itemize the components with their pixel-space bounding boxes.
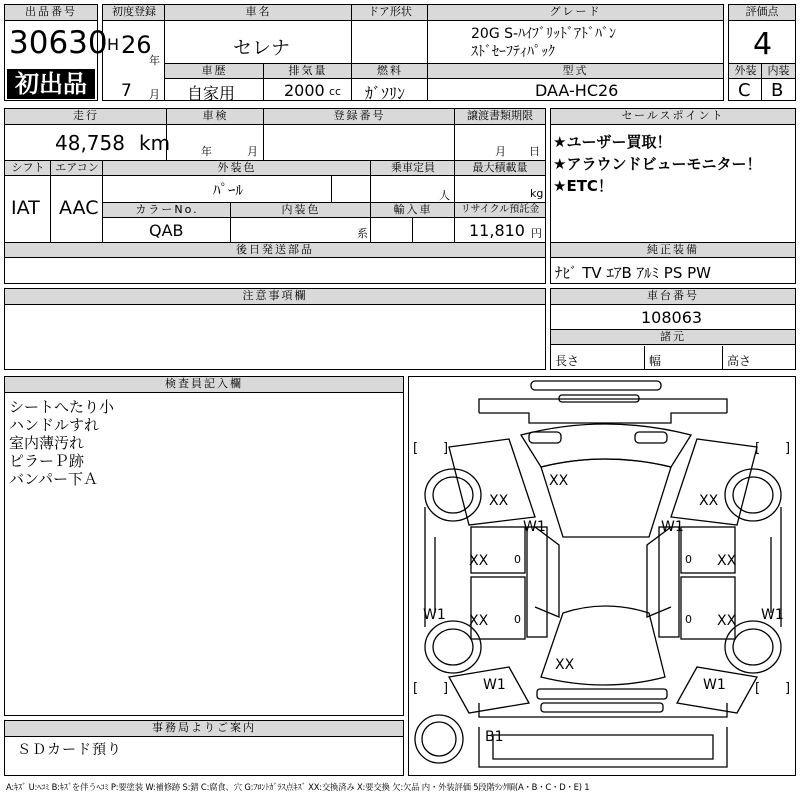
bracket-left-bottom: [	[413, 681, 419, 696]
door-type-header: ドア形状	[352, 5, 428, 21]
mark-right-front-corner: W1	[703, 677, 726, 693]
first-reg-header: 初度登録	[103, 5, 165, 21]
chassis-number: 108063	[641, 308, 703, 327]
transfer-month-unit: 月	[495, 145, 506, 158]
bracket-right-bottom: [	[755, 681, 761, 696]
mark-front-bumper: B1	[485, 729, 504, 745]
office-header: 事務局よりご案内	[5, 721, 403, 737]
sales-point-2: ★アラウンドビューモニター！	[553, 155, 762, 173]
legend: A:ｷｽﾞ U:ﾍｺﾐ B:ｷｽﾞを伴うﾍｺﾐ P:要塗装 W:補修跡 S:錆 C:腐食、穴 G:ﾌﾛﾝﾄｶﾞﾗｽ点ｷｽﾞ XX:交換済み X:要交換 欠:欠品 内・外装評価 5段階ﾗﾝｸ順(A・B・C・D・E) 1	[6, 782, 590, 792]
mark-left-front-handle: 0	[514, 553, 521, 566]
mark-right-sill: W1	[761, 607, 784, 623]
mark-left-rear-handle: 0	[514, 613, 521, 626]
capacity-header: 乗車定員	[371, 160, 455, 176]
sales-point-3: ★ETC！	[553, 177, 613, 195]
inspector-note-2: ハンドルすれ	[9, 416, 100, 434]
inspector-note-1: シートへたり小	[9, 398, 115, 416]
mark-left-pillar: W1	[523, 519, 546, 535]
lot-box	[4, 4, 108, 101]
capacity-unit: 人	[439, 189, 450, 202]
history: 自家用	[187, 84, 236, 103]
fuel: ｶﾞｿﾘﾝ	[365, 84, 406, 103]
recycle-header: リサイクル預託金	[455, 202, 545, 218]
bracket-left-top-close: ]	[443, 441, 449, 456]
ext-color: ﾊﾟｰﾙ	[213, 181, 244, 199]
dimensions-header: 諸元	[551, 329, 795, 345]
max-load-unit: kg	[530, 187, 544, 200]
inspection-month-unit: 月	[247, 145, 258, 158]
inspector-note-4: ピラーＰ跡	[9, 452, 85, 470]
mark-roof: XX	[549, 473, 569, 489]
history-header: 車歴	[165, 63, 264, 79]
lot-number: 30630	[9, 25, 108, 61]
sales-points-header: セールスポイント	[551, 109, 795, 125]
import-header: 輸入車	[371, 202, 455, 218]
plate-header: 登録番号	[264, 109, 455, 125]
inspector-note-3: 室内薄汚れ	[9, 434, 85, 452]
car-name: セレナ	[233, 37, 291, 59]
mark-right-rear-handle: 0	[685, 613, 692, 626]
ext-color-header: 外装色	[103, 160, 371, 176]
inspection-year-unit: 年	[201, 145, 212, 158]
car-diagram	[408, 376, 796, 776]
aircon-header: エアコン	[51, 160, 103, 176]
mark-front-left-fender: XX	[489, 493, 509, 509]
mark-right-pillar: W1	[661, 519, 684, 535]
car-name-header: 車名	[165, 5, 352, 21]
vehicle-info-box	[102, 4, 724, 101]
mark-left-front-corner: W1	[483, 677, 506, 693]
equipment-header: 純正装備	[551, 242, 795, 258]
car-outline-diagram	[409, 377, 796, 776]
bracket-right-top: [	[755, 441, 761, 456]
model: DAA-HC26	[535, 81, 619, 100]
bracket-left-bottom-close: ]	[443, 681, 449, 696]
int-color-header: 内装色	[231, 202, 371, 218]
displacement-header: 排気量	[264, 63, 352, 79]
mark-left-sill: W1	[423, 607, 446, 623]
displacement-unit: cc	[329, 85, 342, 98]
mark-right-rear-door: XX	[717, 613, 737, 629]
office-note: ＳＤカード預り	[17, 742, 122, 758]
bracket-right-bottom-close: ]	[785, 681, 791, 696]
score-box	[728, 4, 796, 101]
shift-header: シフト	[5, 160, 51, 176]
mark-right-front-door: XX	[717, 553, 737, 569]
model-header: 型式	[428, 63, 723, 79]
mileage-header: 走行	[5, 109, 167, 125]
interior-header: 内装	[762, 63, 795, 79]
aircon: AAC	[59, 197, 99, 219]
reg-month-unit: 月	[149, 88, 160, 101]
dimension-height: 高さ	[727, 354, 752, 368]
later-parts-header: 後日発送部品	[5, 242, 545, 258]
mark-right-front-handle: 0	[685, 553, 692, 566]
inspection-header: 車検	[167, 109, 264, 125]
fuel-header: 燃料	[352, 63, 428, 79]
mark-left-front-door: XX	[469, 553, 489, 569]
mark-left-rear-door: XX	[469, 613, 489, 629]
chassis-box	[550, 288, 796, 370]
grade-header: グレード	[428, 5, 723, 21]
dimension-length: 長さ	[555, 354, 580, 368]
inspector-header: 検査員記入欄	[5, 377, 403, 393]
exterior-header: 外装	[729, 63, 762, 79]
mark-front-right-fender: XX	[699, 493, 719, 509]
reg-year-unit: 年	[149, 54, 160, 67]
inspector-box	[4, 376, 404, 716]
mileage-unit: km	[139, 131, 171, 155]
sales-points-box	[550, 108, 796, 284]
notes-box	[4, 288, 546, 370]
transfer-day-unit: 日	[529, 145, 540, 158]
reg-era: H	[107, 35, 120, 54]
reg-month: 7	[121, 81, 132, 101]
first-listing-badge: 初出品	[7, 69, 95, 99]
sales-point-1: ★ユーザー買取！	[553, 133, 672, 151]
bracket-right-top-close: ]	[785, 441, 791, 456]
recycle-fee: 11,810	[469, 221, 525, 240]
max-load-header: 最大積載量	[455, 160, 545, 176]
inspector-note-5: バンパー下Ａ	[9, 470, 98, 488]
color-no-header: カラーNo.	[103, 202, 231, 218]
displacement: 2000	[284, 81, 325, 100]
overall-score: 4	[753, 27, 773, 62]
reg-year: 26	[121, 31, 152, 59]
office-box	[4, 720, 404, 776]
details-box	[4, 108, 546, 284]
color-no: QAB	[149, 221, 184, 240]
shift: IAT	[11, 197, 40, 219]
notes-header: 注意事項欄	[5, 289, 545, 305]
mark-hood: XX	[555, 657, 575, 673]
bracket-left-top: [	[413, 441, 419, 456]
chassis-header: 車台番号	[551, 289, 795, 305]
dimension-width: 幅	[649, 354, 662, 368]
recycle-unit: 円	[531, 227, 542, 240]
grade-line-2: ｽﾄﾞｾｰﾌﾃｨﾊﾟｯｸ	[471, 44, 555, 60]
interior-grade: B	[771, 80, 784, 101]
transfer-header: 譲渡書類期限	[455, 109, 545, 125]
lot-number-header: 出品番号	[5, 5, 97, 21]
exterior-grade: C	[738, 80, 751, 101]
score-header: 評価点	[729, 5, 795, 21]
int-color-suffix: 系	[357, 227, 368, 240]
mileage: 48,758	[55, 131, 125, 155]
equipment: ﾅﾋﾞ TV ｴｱB ｱﾙﾐ PS PW	[555, 264, 711, 282]
grade-line-1: 20G S-ﾊｲﾌﾞﾘｯﾄﾞｱﾄﾞﾊﾞﾝ	[471, 26, 617, 42]
